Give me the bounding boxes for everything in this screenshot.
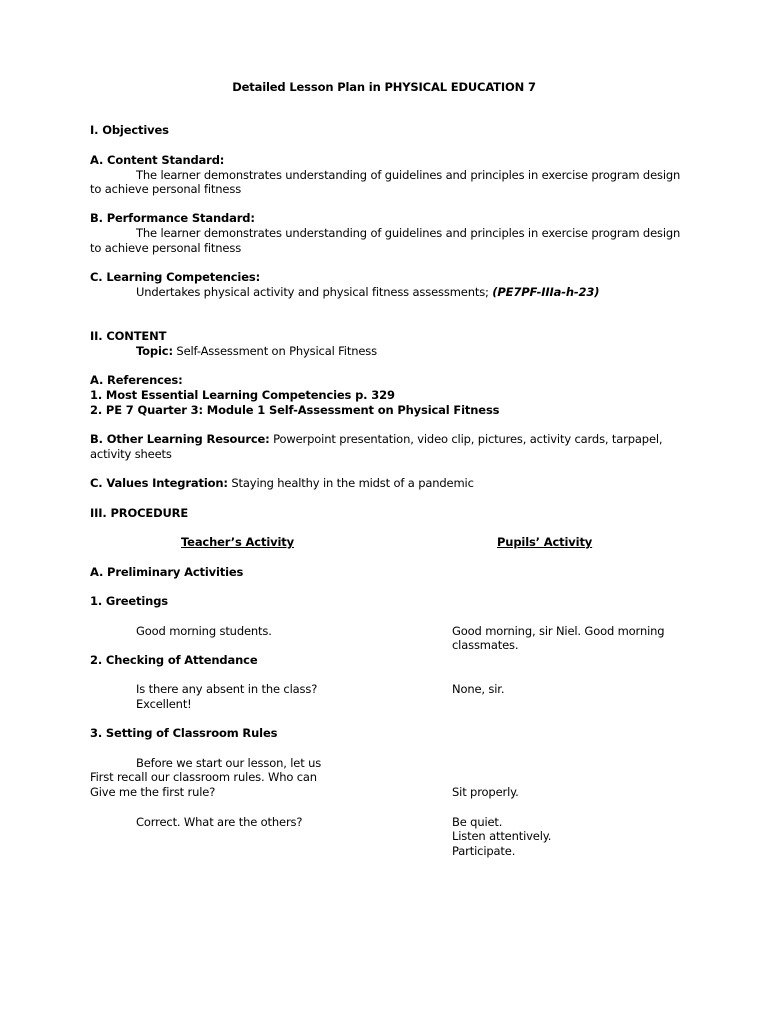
rules-pupils-line1: Be quiet. [452,815,503,829]
rules-teacher-followup: Correct. What are the others? [136,815,303,829]
teacher-activity-header: Teacher’s Activity [181,535,294,549]
other-resource-label: B. Other Learning Resource: [90,432,270,446]
classroom-rules-label: 3. Setting of Classroom Rules [90,726,278,740]
attendance-label: 2. Checking of Attendance [90,653,258,667]
rules-pupils-line3: Participate. [452,844,516,858]
topic-label: Topic: [136,344,173,358]
greetings-pupils-line2: classmates. [452,638,519,652]
values-integration-line [90,476,474,491]
greetings-pupils-line1: Good morning, sir Niel. Good morning [452,624,665,638]
topic-line [136,344,377,359]
pupils-activity-header: Pupils’ Activity [497,535,593,549]
competency-description: Undertakes physical activity and physical fitness assessments; [136,285,493,299]
preliminary-activities-label: A. Preliminary Activities [90,565,244,579]
rules-teacher-line3: Give me the first rule? [90,785,216,799]
objectives-heading: I. Objectives [90,123,169,137]
content-standard-text-line2: to achieve personal fitness [90,182,242,196]
other-resource-line2: activity sheets [90,447,172,461]
values-integration-value: Staying healthy in the midst of a pandemic [227,476,474,490]
competency-code: (PE7PF-IIIa-h-23) [492,285,600,299]
content-standard-text-line1: The learner demonstrates understanding of guidelines and principles in exercise program design [136,168,681,182]
attendance-pupils-text: None, sir. [452,682,505,696]
procedure-heading: III. PROCEDURE [90,506,189,520]
references-label: A. References: [90,373,183,387]
values-integration-label: C. Values Integration: [90,476,228,490]
other-resource-line1 [90,432,662,447]
greetings-label: 1. Greetings [90,594,168,608]
document-title: Detailed Lesson Plan in PHYSICAL EDUCATION 7 [232,80,536,94]
attendance-teacher-line1: Is there any absent in the class? [136,682,318,696]
rules-teacher-line1: Before we start our lesson, let us [136,756,322,770]
learning-competencies-label: C. Learning Competencies: [90,270,261,284]
rules-pupils-first: Sit properly. [452,785,519,799]
reference-item-1: 1. Most Essential Learning Competencies p. 329 [90,388,395,402]
other-resource-value: Powerpoint presentation, video clip, pictures, activity cards, tarpapel, [269,432,663,446]
greetings-teacher-text: Good morning students. [136,624,272,638]
performance-standard-label: B. Performance Standard: [90,211,255,225]
content-standard-label: A. Content Standard: [90,153,225,167]
content-heading: II. CONTENT [90,329,167,343]
topic-value: Self-Assessment on Physical Fitness [172,344,377,358]
learning-competencies-text [136,285,599,300]
performance-standard-text-line2: to achieve personal fitness [90,241,242,255]
attendance-teacher-line2: Excellent! [136,697,192,711]
rules-pupils-line2: Listen attentively. [452,829,552,843]
performance-standard-text-line1: The learner demonstrates understanding of guidelines and principles in exercise program design [136,226,681,240]
rules-teacher-line2: First recall our classroom rules. Who can [90,770,317,784]
reference-item-2: 2. PE 7 Quarter 3: Module 1 Self-Assessment on Physical Fitness [90,403,500,417]
